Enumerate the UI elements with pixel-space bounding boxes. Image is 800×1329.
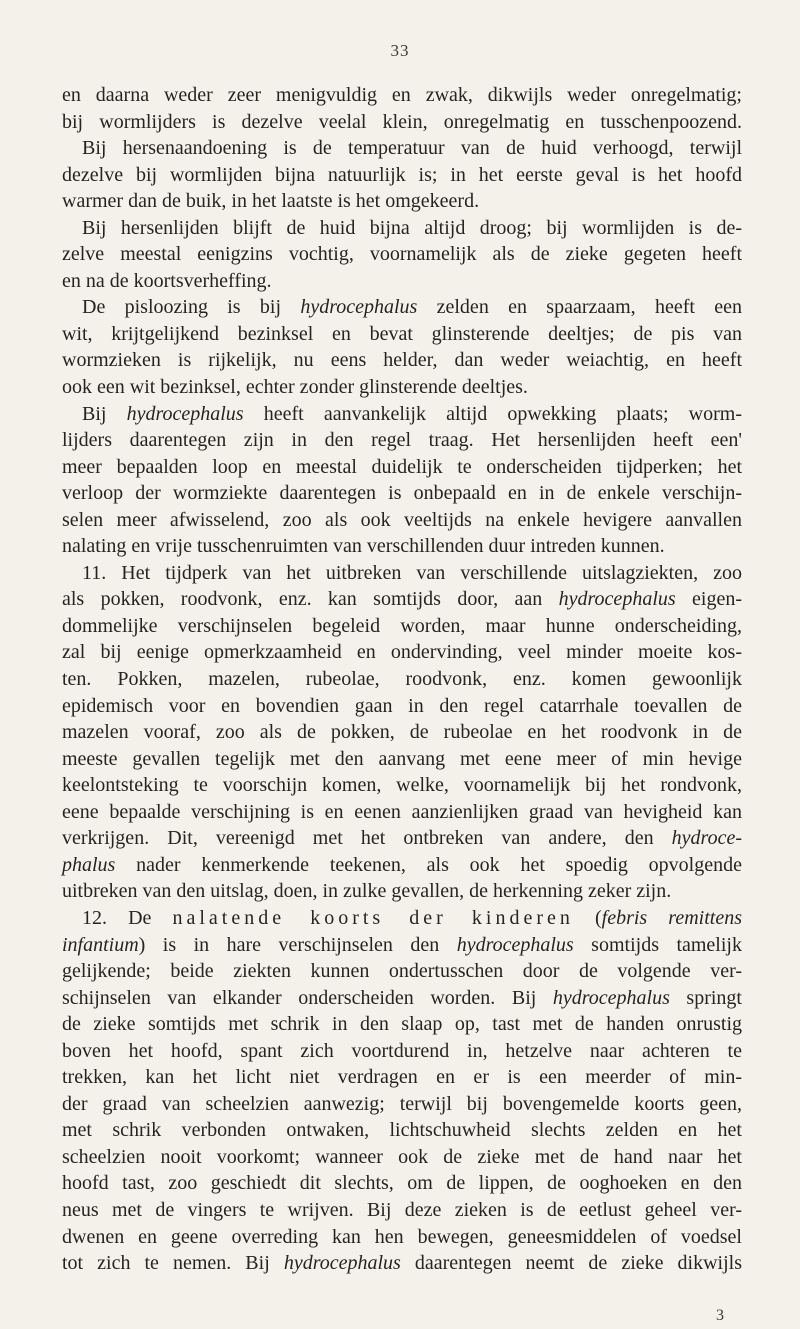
text-line (62, 852, 742, 879)
text-line (62, 825, 742, 852)
italic-term: hydrocephalus (300, 296, 418, 319)
text-run: heeft aanvankelijk altijd opwekking plaats; worm- (243, 402, 742, 425)
text-line (62, 215, 742, 242)
text-run: nalating en vrije tusschenruimten van verschillenden duur intreden kunnen. (62, 535, 665, 558)
text-run: met schrik verbonden ontwaken, lichtschuwheid slechts zelden en het (62, 1119, 742, 1142)
text-run: zelve meestal eenigzins vochtig, voornamelijk als de zieke gegeten heeft (62, 243, 742, 266)
text-run: verloop der wormziekte daarentegen is onbepaald en in de enkele verschijn- (62, 482, 742, 505)
text-run: en daarna weder zeer menigvuldig en zwak, dikwijls weder onregelmatig; (62, 84, 742, 106)
text-line (62, 932, 742, 959)
italic-term: febris remittens (601, 906, 742, 929)
text-line (62, 746, 742, 773)
italic-term: hydrocephalus (558, 588, 676, 611)
text-run: dommelijke verschijnselen begeleid worden, maar hunne onderscheiding, (62, 614, 742, 637)
text-run: der graad van scheelzien aanwezig; terwijl bij bovengemelde koorts geen, (62, 1092, 742, 1115)
text-line (62, 1250, 742, 1277)
text-run: daarentegen neemt de zieke dikwijls (400, 1252, 742, 1275)
text-run: meer bepaalden loop en meestal duidelijk te onderscheiden tijdperken; het (62, 455, 742, 478)
text-run: eigen- (675, 588, 742, 611)
text-line (62, 1038, 742, 1065)
text-line (62, 294, 742, 321)
text-run: de zieke somtijds met schrik in den slaap op, tast met de handen onrustig (62, 1013, 742, 1036)
text-run: eene bepaalde verschijning is en eenen aanzienlijken graad van hevigheid kan (62, 800, 742, 823)
text-run: bij wormlijders is dezelve veelal klein, onregelmatig en tusschenpoozend. (62, 110, 742, 133)
text-line (62, 82, 742, 109)
text-run: Bij hersenlijden blijft de huid bijna altijd droog; bij wormlijden is de- (82, 216, 742, 239)
body-text (62, 82, 742, 1277)
text-line (62, 772, 742, 799)
text-run: hoofd tast, zoo geschiedt dit slechts, om de lippen, de ooghoeken en den (62, 1172, 742, 1195)
italic-term: hydrocephalus (126, 402, 244, 425)
text-run: nader kenmerkende teekenen, als ook het spoedig opvolgende (115, 853, 742, 876)
text-run: gelijkende; beide ziekten kunnen ondertusschen door de volgende ver- (62, 960, 742, 983)
text-line (62, 162, 742, 189)
text-run: meeste gevallen tegelijk met den aanvang met eene meer of min hevige (62, 747, 742, 770)
text-run: Bij (82, 402, 127, 425)
text-line (62, 533, 742, 560)
text-line (62, 693, 742, 720)
text-run: als pokken, roodvonk, enz. kan somtijds door, aan (62, 588, 559, 611)
text-run: De pisloozing is bij (82, 296, 301, 319)
text-line (62, 586, 742, 613)
text-line (62, 1091, 742, 1118)
text-run: 12. De (82, 906, 173, 929)
text-line (62, 188, 742, 215)
text-run: epidemisch voor en bovendien gaan in den regel catarrhale toevallen de (62, 694, 742, 717)
text-line (62, 135, 742, 162)
text-line (62, 1197, 742, 1224)
text-line (62, 639, 742, 666)
text-line (62, 1144, 742, 1171)
text-line (62, 480, 742, 507)
text-run: mazelen vooraf, zoo als de pokken, de rubeolae en het roodvonk in de (62, 721, 742, 744)
text-run: verkrijgen. Dit, vereenigd met het ontbreken van andere, den (62, 827, 672, 850)
italic-term: infantium (62, 933, 139, 956)
italic-term: hydrocephalus (552, 986, 670, 1009)
text-line (62, 799, 742, 826)
text-run: lijders daarentegen zijn in den regel traag. Het hersenlijden heeft een' (62, 429, 742, 452)
text-run: springt (669, 986, 742, 1009)
text-line (62, 958, 742, 985)
text-run: zelden en spaarzaam, heeft een (417, 296, 742, 319)
text-run: tot zich te nemen. Bij (62, 1252, 284, 1275)
page-number: 33 (390, 41, 410, 60)
text-run: ten. Pokken, mazelen, rubeolae, roodvonk, enz. komen gewoonlijk (62, 668, 742, 691)
text-line (62, 666, 742, 693)
text-run: schijnselen van elkander onderscheiden worden. Bij (62, 986, 553, 1009)
text-run: dezelve bij wormlijden bijna natuurlijk is; in het eerste geval is het hoofd (62, 163, 742, 186)
text-run: wormzieken is rijkelijk, nu eens helder, dan weder weiachtig, en heeft (62, 349, 742, 372)
italic-term: hydrocephalus (283, 1252, 401, 1275)
text-line (62, 454, 742, 481)
text-run: Bij hersenaandoening is de temperatuur van de huid verhoogd, terwijl (82, 137, 742, 160)
italic-term: phalus (62, 853, 116, 876)
text-run: uitbreken van den uitslag, doen, in zulke gevallen, de herkenning zeker zijn. (62, 880, 672, 903)
spaced-term: nalatende koorts der kinderen (172, 906, 574, 929)
signature-mark: 3 (716, 1307, 724, 1324)
text-line (62, 613, 742, 640)
text-run: boven het hoofd, spant zich voortdurend in, hetzelve naar achteren te (62, 1039, 742, 1062)
text-run: warmer dan de buik, in het laatste is het omgekeerd. (62, 190, 480, 213)
text-line (62, 905, 742, 932)
text-run: en na de koortsverheffing. (62, 269, 272, 292)
text-line (62, 374, 742, 401)
text-run: zal bij eenige opmerkzaamheid en ondervinding, veel minder moeite kos- (62, 641, 742, 664)
text-line (62, 347, 742, 374)
italic-term: hydrocephalus (456, 933, 574, 956)
text-run: dwenen en geene overreding kan hen bewegen, geneesmiddelen of voedsel (62, 1225, 742, 1248)
text-run: ) is in hare verschijnselen den (138, 933, 457, 956)
text-line (62, 1011, 742, 1038)
text-run: trekken, kan het licht niet verdragen en er is een meerder of min- (62, 1066, 742, 1089)
text-run: ( (573, 906, 602, 929)
text-line (62, 719, 742, 746)
text-run: ook een wit bezinksel, echter zonder glinsterende deeltjes. (62, 376, 528, 399)
text-line (62, 401, 742, 428)
text-line (62, 878, 742, 905)
text-run: scheelzien nooit voorkomt; wanneer ook de zieke met de hand naar het (62, 1145, 742, 1168)
italic-term: hydroce- (671, 827, 742, 850)
text-line (62, 109, 742, 136)
text-run: neus met de vingers te wrijven. Bij deze zieken is de eetlust geheel ver- (62, 1198, 742, 1221)
text-run: somtijds tamelijk (573, 933, 742, 956)
text-line (62, 1064, 742, 1091)
text-line (62, 1224, 742, 1251)
text-line (62, 560, 742, 587)
text-line (62, 1170, 742, 1197)
text-line (62, 507, 742, 534)
text-line (62, 427, 742, 454)
text-run: keelontsteking te voorschijn komen, welke, voornamelijk bij het rondvonk, (62, 774, 742, 797)
text-line (62, 321, 742, 348)
text-line (62, 268, 742, 295)
text-run: 11. Het tijdperk van het uitbreken van verschillende uitslagziekten, zoo (82, 561, 742, 584)
text-run: selen meer afwisselend, zoo als ook veeltijds na enkele hevigere aanvallen (62, 508, 742, 531)
text-run: wit, krijtgelijkend bezinksel en bevat glinsterende deeltjes; de pis van (62, 322, 742, 345)
text-line (62, 1117, 742, 1144)
text-line (62, 985, 742, 1012)
text-line (62, 241, 742, 268)
